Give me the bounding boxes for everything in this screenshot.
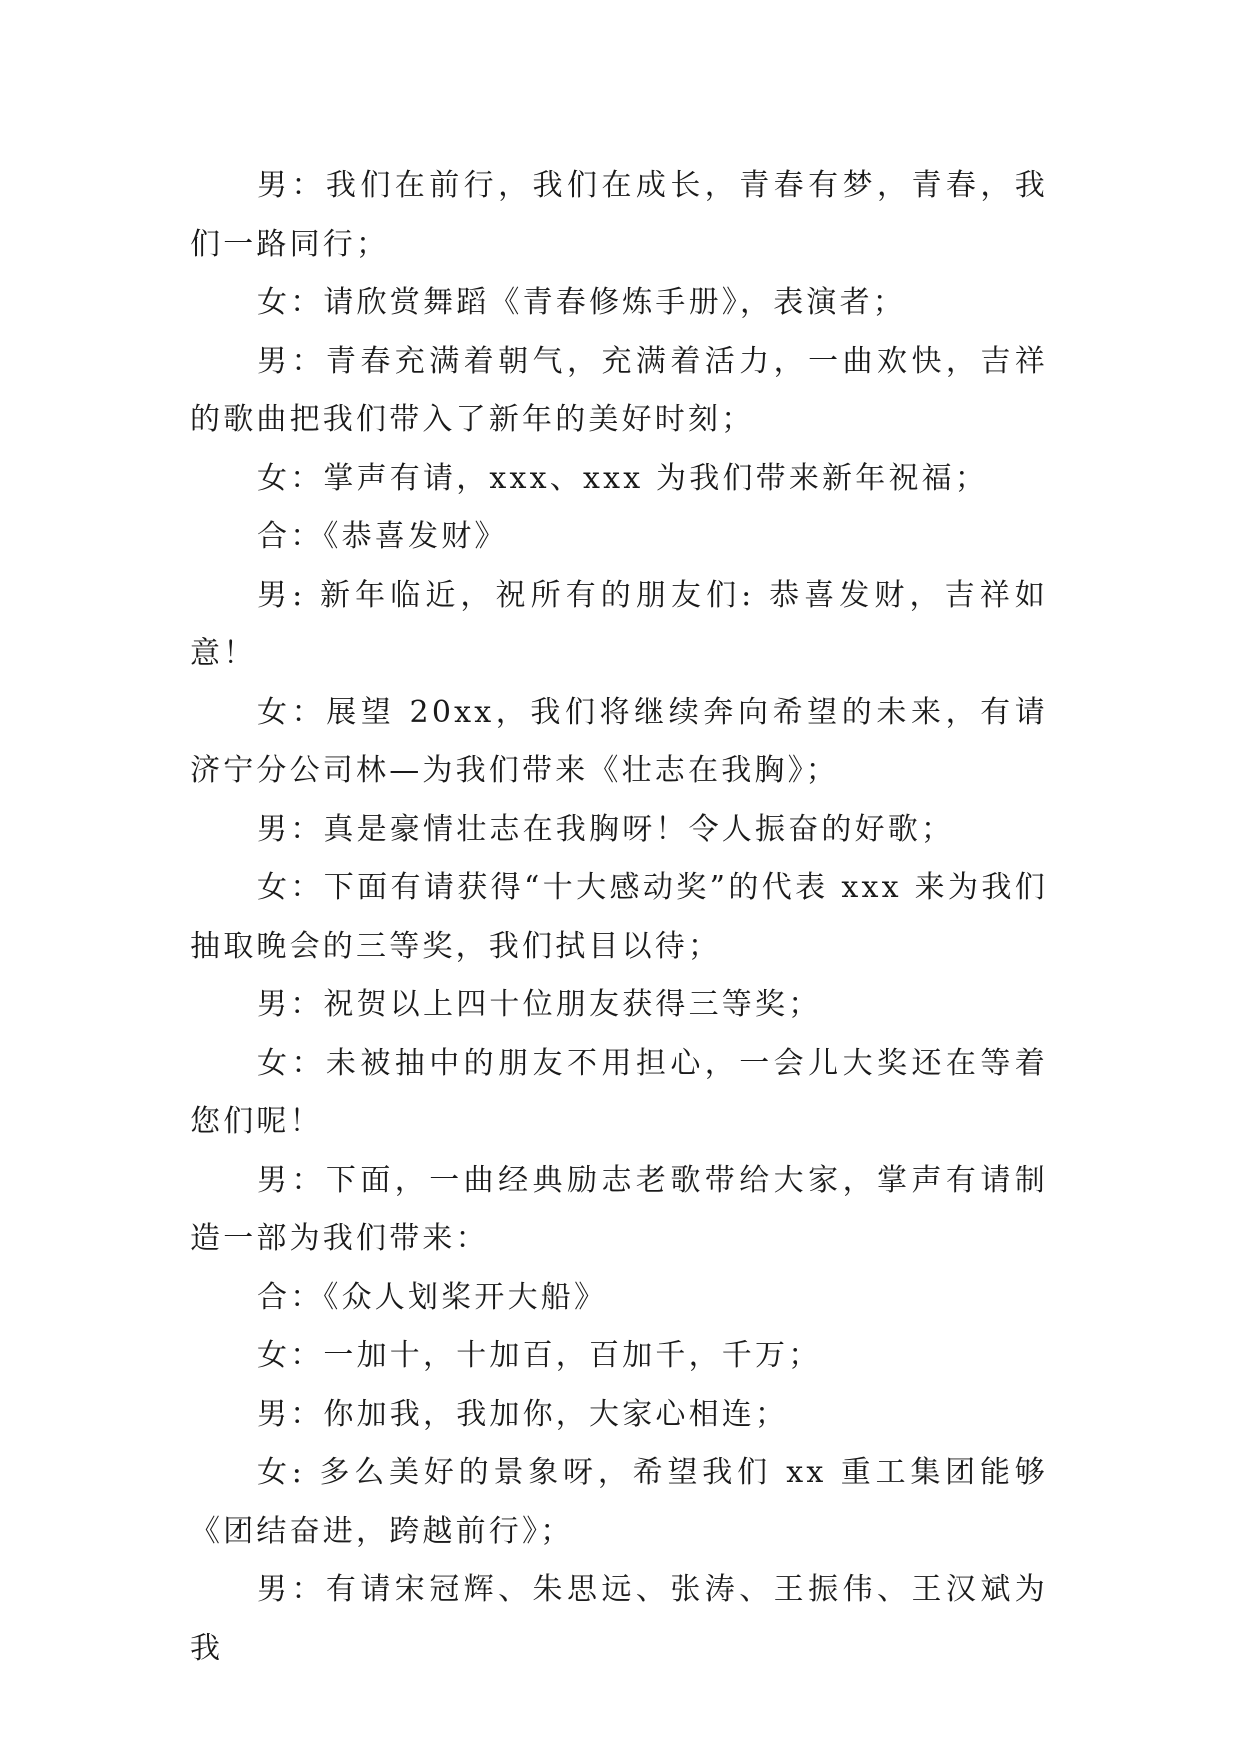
paragraph-8: 男：真是豪情壮志在我胸呀！令人振奋的好歌； [257,811,955,847]
paragraph-1: 男：我们在前行，我们在成长，青春有梦，青春，我们一路同行； [190,168,1048,262]
paragraph-16: 女: 多么美好的景象呀，希望我们 xx 重工集团能够《团结奋进，跨越前行》； [190,1455,1048,1549]
paragraph-15: 男：你加我，我加你，大家心相连； [257,1396,789,1432]
paragraph-4: 女：掌声有请，xxx、xxx 为我们带来新年祝福； [257,460,989,496]
paragraph-6: 男: 新年临近，祝所有的朋友们: 恭喜发财，吉祥如意！ [190,577,1048,671]
paragraph-10: 男：祝贺以上四十位朋友获得三等奖； [257,987,822,1022]
paragraph-14: 女：一加十，十加百，百加千，千万； [257,1338,822,1373]
paragraph-12: 男：下面，一曲经典励志老歌带给大家，掌声有请制造一部为我们带来： [190,1162,1048,1256]
document-body [190,157,1048,1678]
paragraph-5: 合：《恭喜发财》 [257,519,508,554]
paragraph-7: 女：展望 20xx，我们将继续奔向希望的未来，有请济宁分公司林—为我们带来《壮志在我胸》； [190,694,1048,788]
paragraph-2: 女：请欣赏舞蹈《青春修炼手册》，表演者； [257,285,906,320]
paragraph-3: 男：青春充满着朝气，充满着活力，一曲欢快，吉祥的歌曲把我们带入了新年的美好时刻； [190,343,1048,437]
paragraph-9: 女：下面有请获得“十大感动奖”的代表 xxx 来为我们抽取晚会的三等奖，我们拭目以待； [190,870,1048,964]
paragraph-11: 女：未被抽中的朋友不用担心，一会儿大奖还在等着您们呢！ [190,1045,1048,1139]
paragraph-13: 合：《众人划桨开大船》 [257,1279,608,1315]
paragraph-17: 男：有请宋冠辉、朱思远、张涛、王振伟、王汉斌为我 [190,1572,1048,1666]
